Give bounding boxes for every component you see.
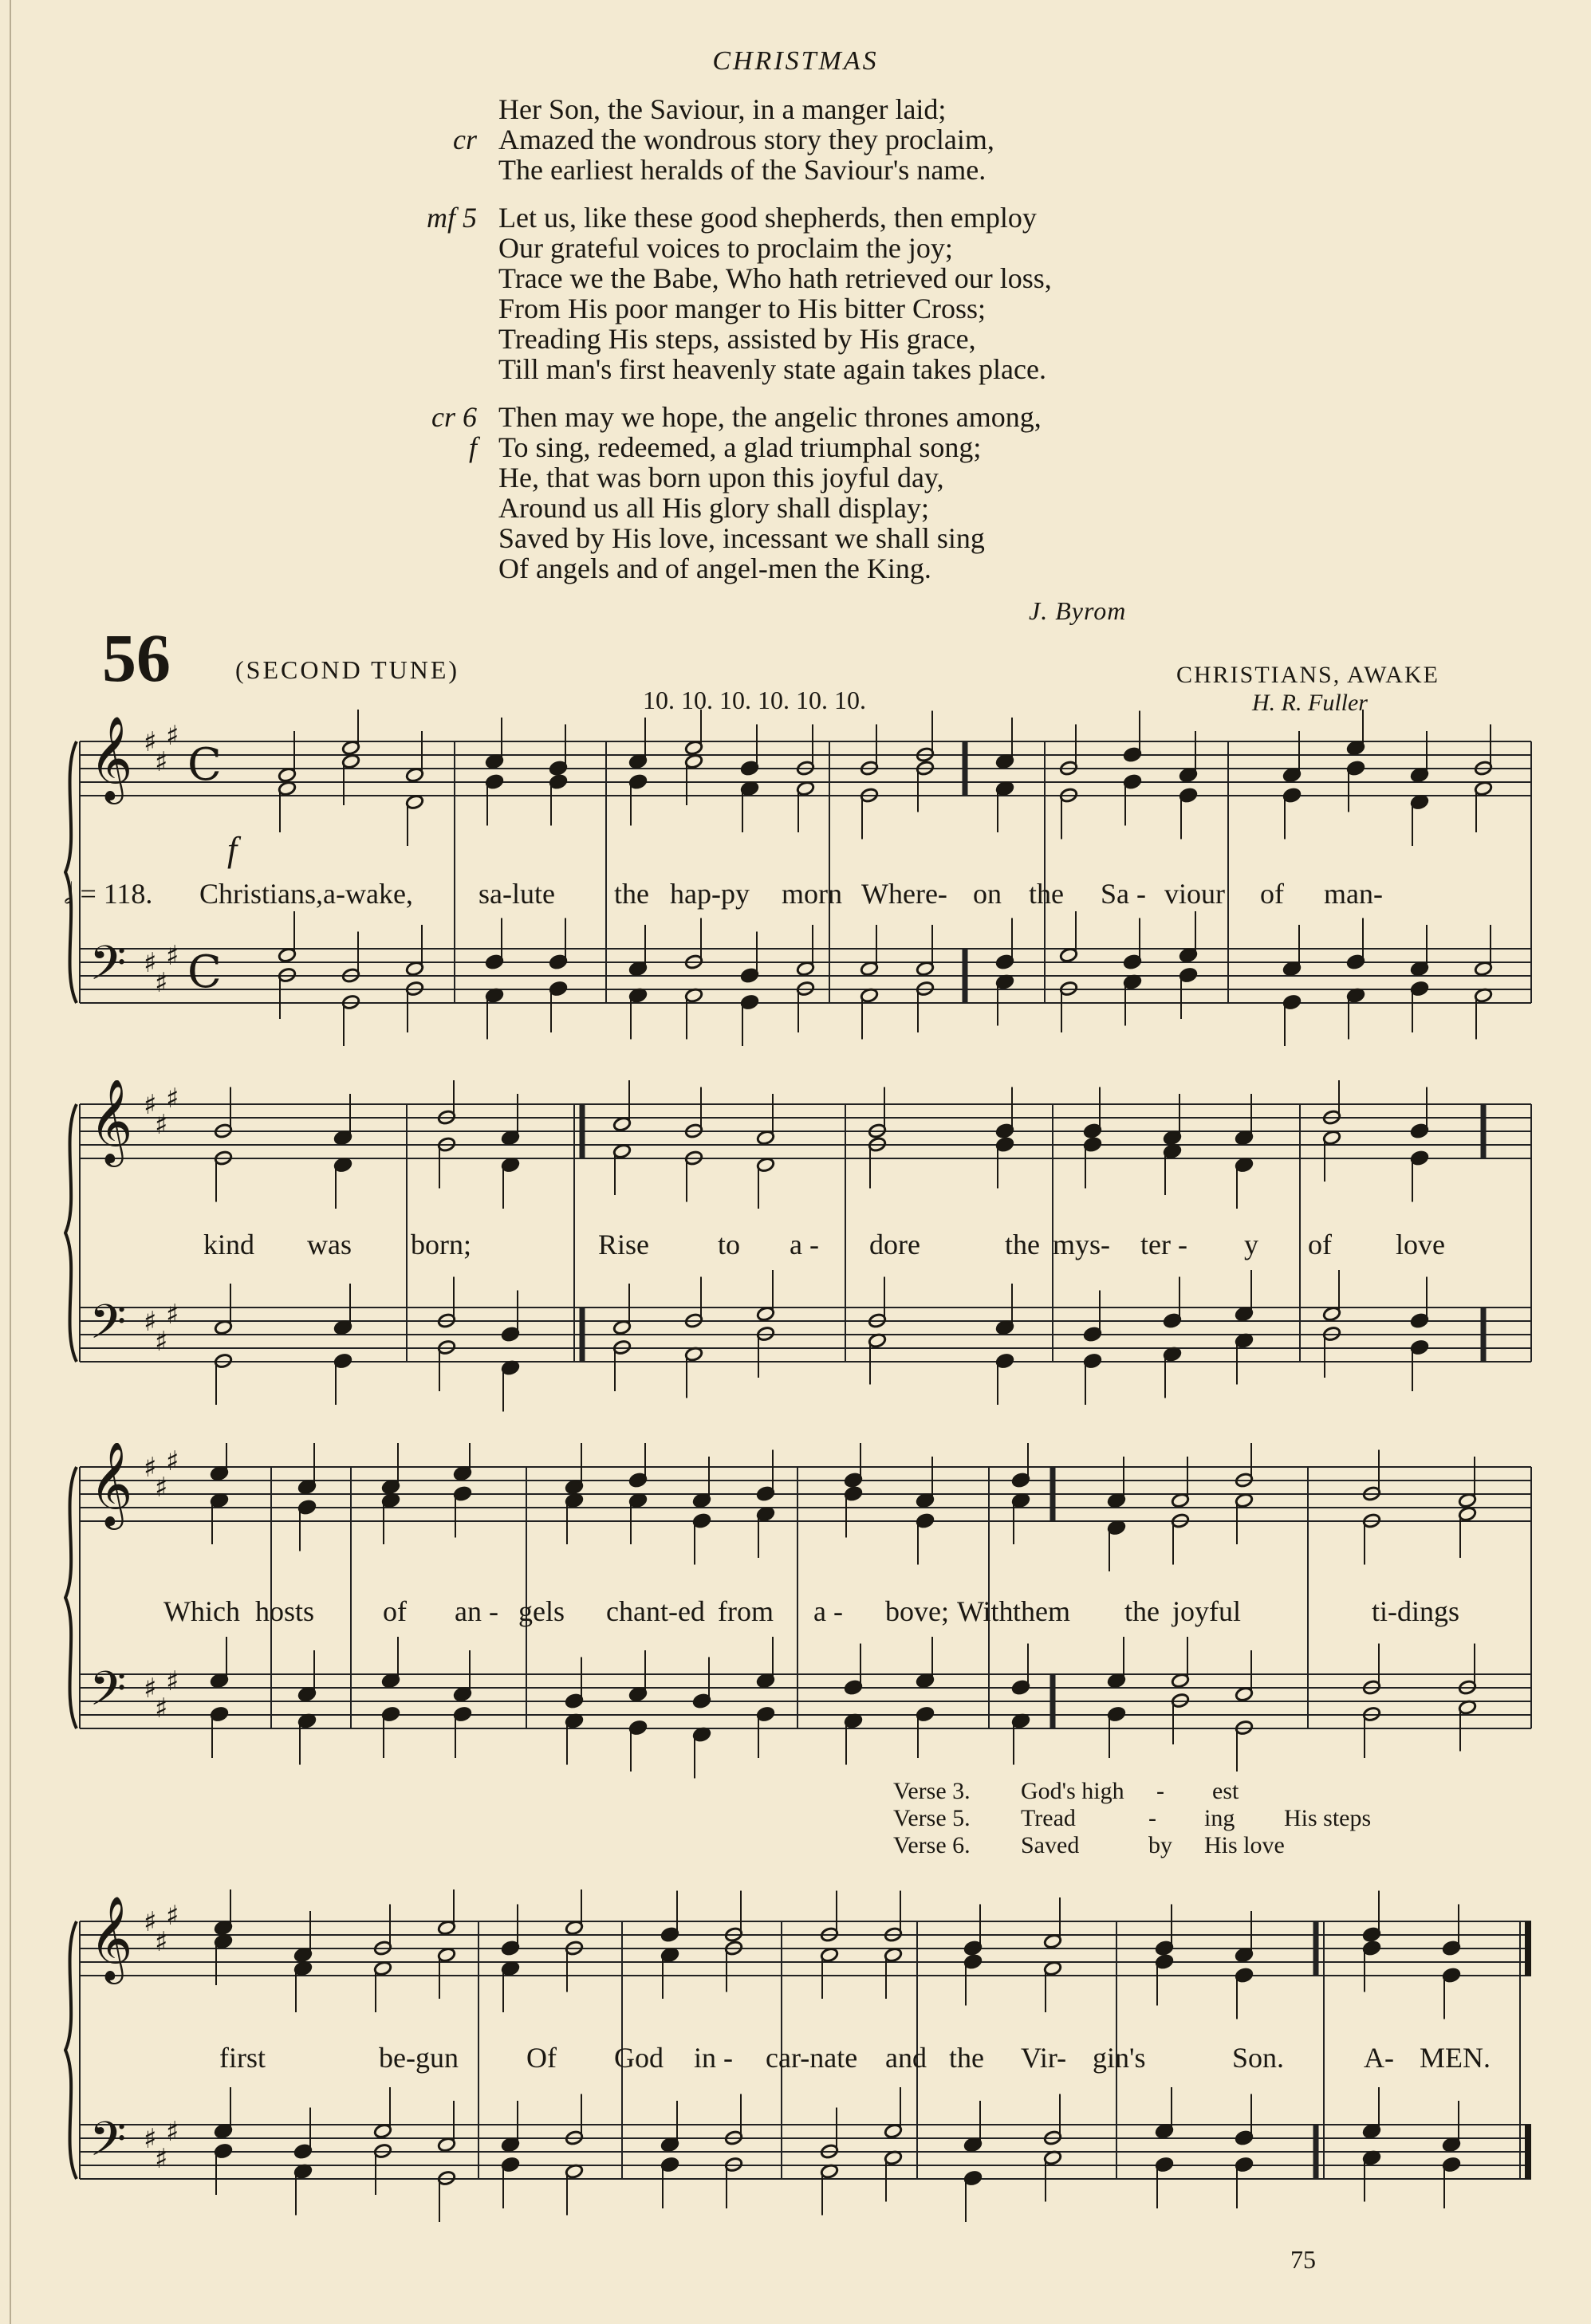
- lyric-syllable: hap-py: [670, 878, 750, 910]
- meter: 10. 10. 10. 10. 10. 10.: [643, 686, 866, 714]
- alternate-word: -: [1156, 1778, 1164, 1804]
- lyric-syllable: an -: [455, 1595, 498, 1627]
- verse-line-text: Trace we the Babe, Who hath retrieved our loss,: [498, 262, 1052, 294]
- sharp-sign: ♯: [144, 726, 157, 758]
- hymn-number: 56: [102, 619, 171, 696]
- lyric-syllable: God: [614, 2042, 664, 2074]
- lyric-syllable: of: [1260, 878, 1284, 910]
- composer: H. R. Fuller: [1252, 690, 1368, 716]
- lyric-syllable: born;: [411, 1229, 471, 1260]
- verse-line: [399, 124, 1356, 155]
- sharp-sign: ♯: [166, 1445, 179, 1477]
- sharp-sign: ♯: [155, 746, 168, 778]
- system-brace: [65, 1921, 77, 2179]
- sharp-sign: ♯: [155, 1472, 168, 1504]
- alternate-word: est: [1212, 1778, 1239, 1804]
- sharp-sign: ♯: [155, 1326, 168, 1358]
- verse-line: [399, 203, 1356, 233]
- dynamic-mark: mf 5: [427, 202, 477, 234]
- lyric-syllable: viour: [1164, 878, 1225, 910]
- verse-text-block: [399, 94, 1356, 584]
- lyric-syllable: the: [1029, 878, 1064, 910]
- time-signature: C: [187, 739, 222, 791]
- lyric-syllable: was: [307, 1229, 352, 1260]
- verse-line: [399, 462, 1356, 493]
- verse-line-text: Till man's first heavenly state again takes place.: [498, 353, 1046, 385]
- dynamic-forte: f: [227, 830, 238, 869]
- sharp-sign: ♯: [166, 1900, 179, 1932]
- alternate-verse-notes: [893, 1778, 1499, 1859]
- lyric-syllable: Where-: [861, 878, 947, 910]
- lyric-syllable: of: [383, 1595, 407, 1627]
- sharp-sign: ♯: [144, 1306, 157, 1338]
- sharp-sign: ♯: [144, 1673, 157, 1705]
- verse-line: [399, 233, 1356, 263]
- bass-clef: 𝄢: [89, 935, 127, 1002]
- verse-line-text: Then may we hope, the angelic thrones among,: [498, 401, 1042, 433]
- lyric-syllable: chant-ed: [606, 1595, 705, 1627]
- verse-line: [399, 402, 1356, 432]
- lyric-syllable: morn: [782, 878, 842, 910]
- music-system-1: [64, 710, 1547, 1068]
- lyric-syllable: Vir-: [1021, 2042, 1067, 2074]
- lyric-syllable: joyful: [1172, 1595, 1241, 1627]
- verse-line-text: Our grateful voices to proclaim the joy;: [498, 232, 953, 264]
- sharp-sign: ♯: [144, 1089, 157, 1121]
- tempo-marking: 𝅗𝅥 = 118.: [64, 878, 153, 910]
- alternate-word: ing: [1204, 1805, 1235, 1831]
- alternate-verse-row: [893, 1832, 1499, 1859]
- verse-number: Verse 6.: [893, 1832, 971, 1858]
- lyric-syllable: of: [1308, 1229, 1332, 1260]
- music-system-3: [64, 1443, 1547, 1874]
- alternate-word: God's high: [1021, 1778, 1124, 1804]
- sharp-sign: ♯: [166, 720, 179, 752]
- page-edge-rule: [10, 0, 11, 2324]
- verse-line: [399, 354, 1356, 384]
- lyric-syllable: mys-: [1053, 1229, 1110, 1260]
- tune-label: (SECOND TUNE): [235, 655, 460, 684]
- music-system-2: [64, 1080, 1547, 1431]
- sharp-sign: ♯: [144, 1452, 157, 1484]
- lyric-syllable: them: [1013, 1595, 1070, 1627]
- verse-line-text: From His poor manger to His bitter Cross;: [498, 293, 986, 324]
- alternate-word: His love: [1204, 1832, 1285, 1858]
- system-brace: [65, 1104, 77, 1362]
- lyric-syllable: With: [957, 1595, 1014, 1627]
- sharp-sign: ♯: [166, 2116, 179, 2148]
- page-number: 75: [1290, 2245, 1316, 2274]
- verse-line-text: He, that was born upon this joyful day,: [498, 462, 944, 494]
- lyric-syllable: man-: [1324, 878, 1383, 910]
- tune-name: CHRISTIANS, AWAKE: [1176, 662, 1439, 688]
- verse-line-text: Saved by His love, incessant we shall sing: [498, 522, 985, 554]
- alternate-verse-row: [893, 1778, 1499, 1805]
- lyric-syllable: be-gun: [379, 2042, 459, 2074]
- verse-line-text: Of angels and of angel-men the King.: [498, 552, 931, 584]
- final-barline: [1525, 1921, 1531, 1976]
- verse-line: [399, 324, 1356, 354]
- lyric-syllable: ti-dings: [1372, 1595, 1460, 1627]
- lyric-syllable: Son.: [1232, 2042, 1285, 2074]
- verse-line-text: Her Son, the Saviour, in a manger laid;: [498, 93, 947, 125]
- lyric-syllable: a -: [813, 1595, 843, 1627]
- treble-clef: 𝄞: [89, 1080, 133, 1163]
- alternate-verse-row: [893, 1805, 1499, 1832]
- sharp-sign: ♯: [155, 1926, 168, 1958]
- treble-clef: 𝄞: [89, 1443, 133, 1526]
- sharp-sign: ♯: [166, 940, 179, 972]
- sharp-sign: ♯: [166, 1665, 179, 1697]
- lyric-syllable: gels: [518, 1595, 565, 1627]
- sharp-sign: ♯: [155, 2143, 168, 2175]
- verse-line: [399, 293, 1356, 324]
- lyric-syllable: Sa -: [1101, 878, 1146, 910]
- lyric-syllable: first: [219, 2042, 266, 2074]
- lyric-syllable: on: [973, 878, 1002, 910]
- lyric-syllable: hosts: [255, 1595, 315, 1627]
- lyric-syllable: and: [885, 2042, 927, 2074]
- lyric-syllable: the: [1124, 1595, 1160, 1627]
- verse-line: [399, 94, 1356, 124]
- system-brace: [65, 1467, 77, 1728]
- lyric-syllable: Christians,a-wake,: [199, 878, 413, 910]
- verse-line-text: Amazed the wondrous story they proclaim,: [498, 124, 994, 155]
- section-header: CHRISTMAS: [712, 46, 879, 76]
- alternate-word: Saved: [1021, 1832, 1080, 1858]
- verse-line: [399, 553, 1356, 584]
- sharp-sign: ♯: [144, 947, 157, 979]
- bass-clef: 𝄢: [89, 1294, 127, 1361]
- verse-line: [399, 432, 1356, 462]
- lyric-syllable: ter -: [1140, 1229, 1187, 1260]
- lyric-syllable: in -: [694, 2042, 733, 2074]
- lyric-syllable: Which: [163, 1595, 240, 1627]
- text-author: J. Byrom: [1029, 596, 1127, 625]
- sharp-sign: ♯: [155, 967, 168, 999]
- verse-line-text: Let us, like these good shepherds, then employ: [498, 202, 1037, 234]
- verse-line: [399, 493, 1356, 523]
- lyric-syllable: car-nate: [766, 2042, 858, 2074]
- lyric-syllable: Of: [526, 2042, 557, 2074]
- lyric-syllable: y: [1244, 1229, 1258, 1260]
- alternate-word: by: [1148, 1832, 1172, 1858]
- lyric-syllable: gin's: [1093, 2042, 1146, 2074]
- treble-clef: 𝄞: [89, 715, 133, 800]
- verse-line-text: Treading His steps, assisted by His grace,: [498, 323, 976, 355]
- verse-line: [399, 155, 1356, 185]
- music-system-4: [64, 1889, 1547, 2240]
- lyric-syllable: the: [614, 878, 649, 910]
- verse-number: Verse 3.: [893, 1778, 971, 1804]
- treble-clef: 𝄞: [89, 1895, 133, 1980]
- lyric-syllable: dore: [869, 1229, 920, 1260]
- system-brace: [65, 741, 77, 1003]
- sharp-sign: ♯: [144, 1906, 157, 1938]
- lyric-syllable: A-: [1364, 2042, 1394, 2074]
- lyric-syllable: kind: [203, 1229, 255, 1260]
- dynamic-mark: cr 6: [431, 401, 477, 433]
- lyric-syllable: sa-lute: [478, 878, 555, 910]
- alternate-word: -: [1148, 1805, 1156, 1831]
- alternate-word: His steps: [1284, 1805, 1372, 1831]
- lyric-syllable: Rise: [598, 1229, 650, 1260]
- sharp-sign: ♯: [144, 2123, 157, 2155]
- alternate-word: Tread: [1021, 1805, 1076, 1831]
- dynamic-mark: cr: [453, 124, 477, 155]
- lyric-syllable: MEN.: [1420, 2042, 1491, 2074]
- time-signature: C: [187, 946, 222, 998]
- verse-line: [399, 263, 1356, 293]
- final-barline: [1525, 2125, 1531, 2179]
- bass-clef: 𝄢: [89, 1661, 127, 1728]
- verse-line: [399, 523, 1356, 553]
- lyric-syllable: a -: [790, 1229, 819, 1260]
- lyric-syllable: the: [949, 2042, 984, 2074]
- sharp-sign: ♯: [155, 1109, 168, 1141]
- lyric-syllable: love: [1396, 1229, 1445, 1260]
- lyric-syllable: to: [718, 1229, 741, 1260]
- verse-number: Verse 5.: [893, 1805, 971, 1831]
- sharp-sign: ♯: [155, 1693, 168, 1724]
- verse-line-text: The earliest heralds of the Saviour's name.: [498, 154, 986, 186]
- lyric-syllable: the: [1005, 1229, 1040, 1260]
- lyric-syllable: from: [718, 1595, 774, 1627]
- verse-line-text: Around us all His glory shall display;: [498, 492, 929, 524]
- bass-clef: 𝄢: [89, 2111, 127, 2178]
- dynamic-mark: f: [468, 431, 477, 463]
- lyric-syllable: bove;: [885, 1595, 949, 1627]
- sharp-sign: ♯: [166, 1083, 179, 1115]
- sharp-sign: ♯: [166, 1299, 179, 1331]
- verse-line-text: To sing, redeemed, a glad triumphal song;: [498, 431, 982, 463]
